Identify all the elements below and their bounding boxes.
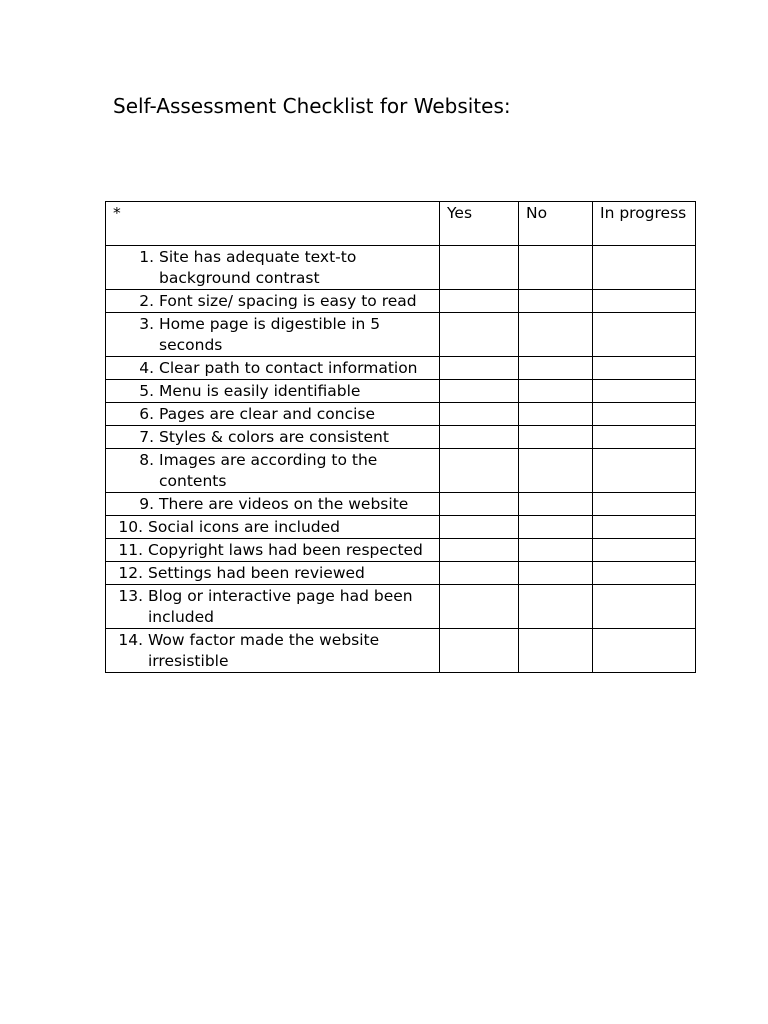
item-number: 14.	[118, 631, 148, 649]
table-row	[106, 380, 696, 403]
item-number: 7.	[139, 428, 159, 446]
checklist-item-cell	[106, 449, 440, 493]
in-progress-cell[interactable]	[593, 403, 696, 426]
yes-cell[interactable]	[440, 516, 519, 539]
checklist-body	[106, 202, 696, 673]
yes-cell[interactable]	[440, 449, 519, 493]
in-progress-cell[interactable]	[593, 539, 696, 562]
checklist-item	[106, 381, 435, 402]
table-row	[106, 585, 696, 629]
checklist-item	[106, 314, 435, 356]
table-row	[106, 403, 696, 426]
item-text: Site has adequate text-to background contrast	[159, 248, 357, 287]
no-cell[interactable]	[519, 246, 593, 290]
in-progress-cell[interactable]	[593, 516, 696, 539]
checklist-table	[105, 201, 696, 673]
header-yes-cell: Yes	[440, 202, 519, 246]
no-cell[interactable]	[519, 426, 593, 449]
table-row	[106, 539, 696, 562]
no-cell[interactable]	[519, 539, 593, 562]
item-text: Social icons are included	[148, 518, 341, 536]
item-number: 1.	[139, 248, 159, 266]
no-cell[interactable]	[519, 516, 593, 539]
item-number: 6.	[139, 405, 159, 423]
checklist-item-cell	[106, 426, 440, 449]
checklist-item-cell	[106, 380, 440, 403]
table-row	[106, 246, 696, 290]
item-number: 2.	[139, 292, 159, 310]
table-row	[106, 426, 696, 449]
table-row	[106, 516, 696, 539]
yes-cell[interactable]	[440, 313, 519, 357]
no-cell[interactable]	[519, 357, 593, 380]
checklist-item	[106, 630, 435, 672]
item-text: Home page is digestible in 5 seconds	[159, 315, 381, 354]
table-row	[106, 562, 696, 585]
item-text: Copyright laws had been respected	[148, 541, 423, 559]
header-no-cell: No	[519, 202, 593, 246]
item-text: Clear path to contact information	[159, 359, 418, 377]
checklist-item-cell	[106, 403, 440, 426]
checklist-item-cell	[106, 539, 440, 562]
in-progress-cell[interactable]	[593, 426, 696, 449]
item-number: 10.	[118, 518, 148, 536]
checklist-item	[106, 494, 435, 515]
no-cell[interactable]	[519, 449, 593, 493]
in-progress-cell[interactable]	[593, 449, 696, 493]
yes-cell[interactable]	[440, 426, 519, 449]
item-text: Blog or interactive page had been included	[148, 587, 413, 626]
yes-cell[interactable]	[440, 403, 519, 426]
table-row	[106, 493, 696, 516]
yes-cell[interactable]	[440, 562, 519, 585]
item-number: 8.	[139, 451, 159, 469]
no-cell[interactable]	[519, 290, 593, 313]
yes-cell[interactable]	[440, 539, 519, 562]
no-cell[interactable]	[519, 313, 593, 357]
item-text: Settings had been reviewed	[148, 564, 365, 582]
item-number: 12.	[118, 564, 148, 582]
item-number: 9.	[139, 495, 159, 513]
in-progress-cell[interactable]	[593, 246, 696, 290]
table-row	[106, 629, 696, 673]
item-text: Images are according to the contents	[159, 451, 378, 490]
yes-cell[interactable]	[440, 246, 519, 290]
in-progress-cell[interactable]	[593, 290, 696, 313]
table-row	[106, 290, 696, 313]
item-text: Wow factor made the website irresistible	[148, 631, 380, 670]
in-progress-cell[interactable]	[593, 380, 696, 403]
checklist-item	[106, 427, 435, 448]
item-text: Menu is easily identifiable	[159, 382, 361, 400]
yes-cell[interactable]	[440, 493, 519, 516]
item-number: 11.	[118, 541, 148, 559]
no-cell[interactable]	[519, 380, 593, 403]
table-row	[106, 449, 696, 493]
table-row	[106, 357, 696, 380]
in-progress-cell[interactable]	[593, 585, 696, 629]
no-cell[interactable]	[519, 585, 593, 629]
item-text: Pages are clear and concise	[159, 405, 376, 423]
no-cell[interactable]	[519, 403, 593, 426]
checklist-item-cell	[106, 629, 440, 673]
checklist-item	[106, 563, 435, 584]
checklist-item	[106, 517, 435, 538]
no-cell[interactable]	[519, 629, 593, 673]
in-progress-cell[interactable]	[593, 629, 696, 673]
in-progress-cell[interactable]	[593, 493, 696, 516]
item-number: 3.	[139, 315, 159, 333]
checklist-item-cell	[106, 357, 440, 380]
document-title: Self-Assessment Checklist for Websites:	[113, 94, 511, 118]
yes-cell[interactable]	[440, 629, 519, 673]
checklist-item	[106, 586, 435, 628]
header-row	[106, 202, 696, 246]
in-progress-cell[interactable]	[593, 313, 696, 357]
item-text: There are videos on the website	[159, 495, 409, 513]
no-cell[interactable]	[519, 562, 593, 585]
checklist-item-cell	[106, 246, 440, 290]
yes-cell[interactable]	[440, 290, 519, 313]
checklist-item-cell	[106, 290, 440, 313]
checklist-item	[106, 404, 435, 425]
yes-cell[interactable]	[440, 380, 519, 403]
checklist-item	[106, 540, 435, 561]
checklist-item-cell	[106, 493, 440, 516]
item-number: 5.	[139, 382, 159, 400]
table-row	[106, 313, 696, 357]
checklist-item	[106, 358, 435, 379]
item-number: 13.	[118, 587, 148, 605]
checklist-item-cell	[106, 585, 440, 629]
header-item-cell: *	[106, 202, 440, 246]
item-text: Font size/ spacing is easy to read	[159, 292, 417, 310]
checklist-item-cell	[106, 516, 440, 539]
header-in-progress-cell: In progress	[593, 202, 696, 246]
in-progress-cell[interactable]	[593, 562, 696, 585]
yes-cell[interactable]	[440, 357, 519, 380]
item-text: Styles & colors are consistent	[159, 428, 389, 446]
checklist-item-cell	[106, 313, 440, 357]
checklist-item-cell	[106, 562, 440, 585]
checklist-item	[106, 291, 435, 312]
in-progress-cell[interactable]	[593, 357, 696, 380]
checklist-item	[106, 450, 435, 492]
no-cell[interactable]	[519, 493, 593, 516]
checklist-item	[106, 247, 435, 289]
item-number: 4.	[139, 359, 159, 377]
yes-cell[interactable]	[440, 585, 519, 629]
